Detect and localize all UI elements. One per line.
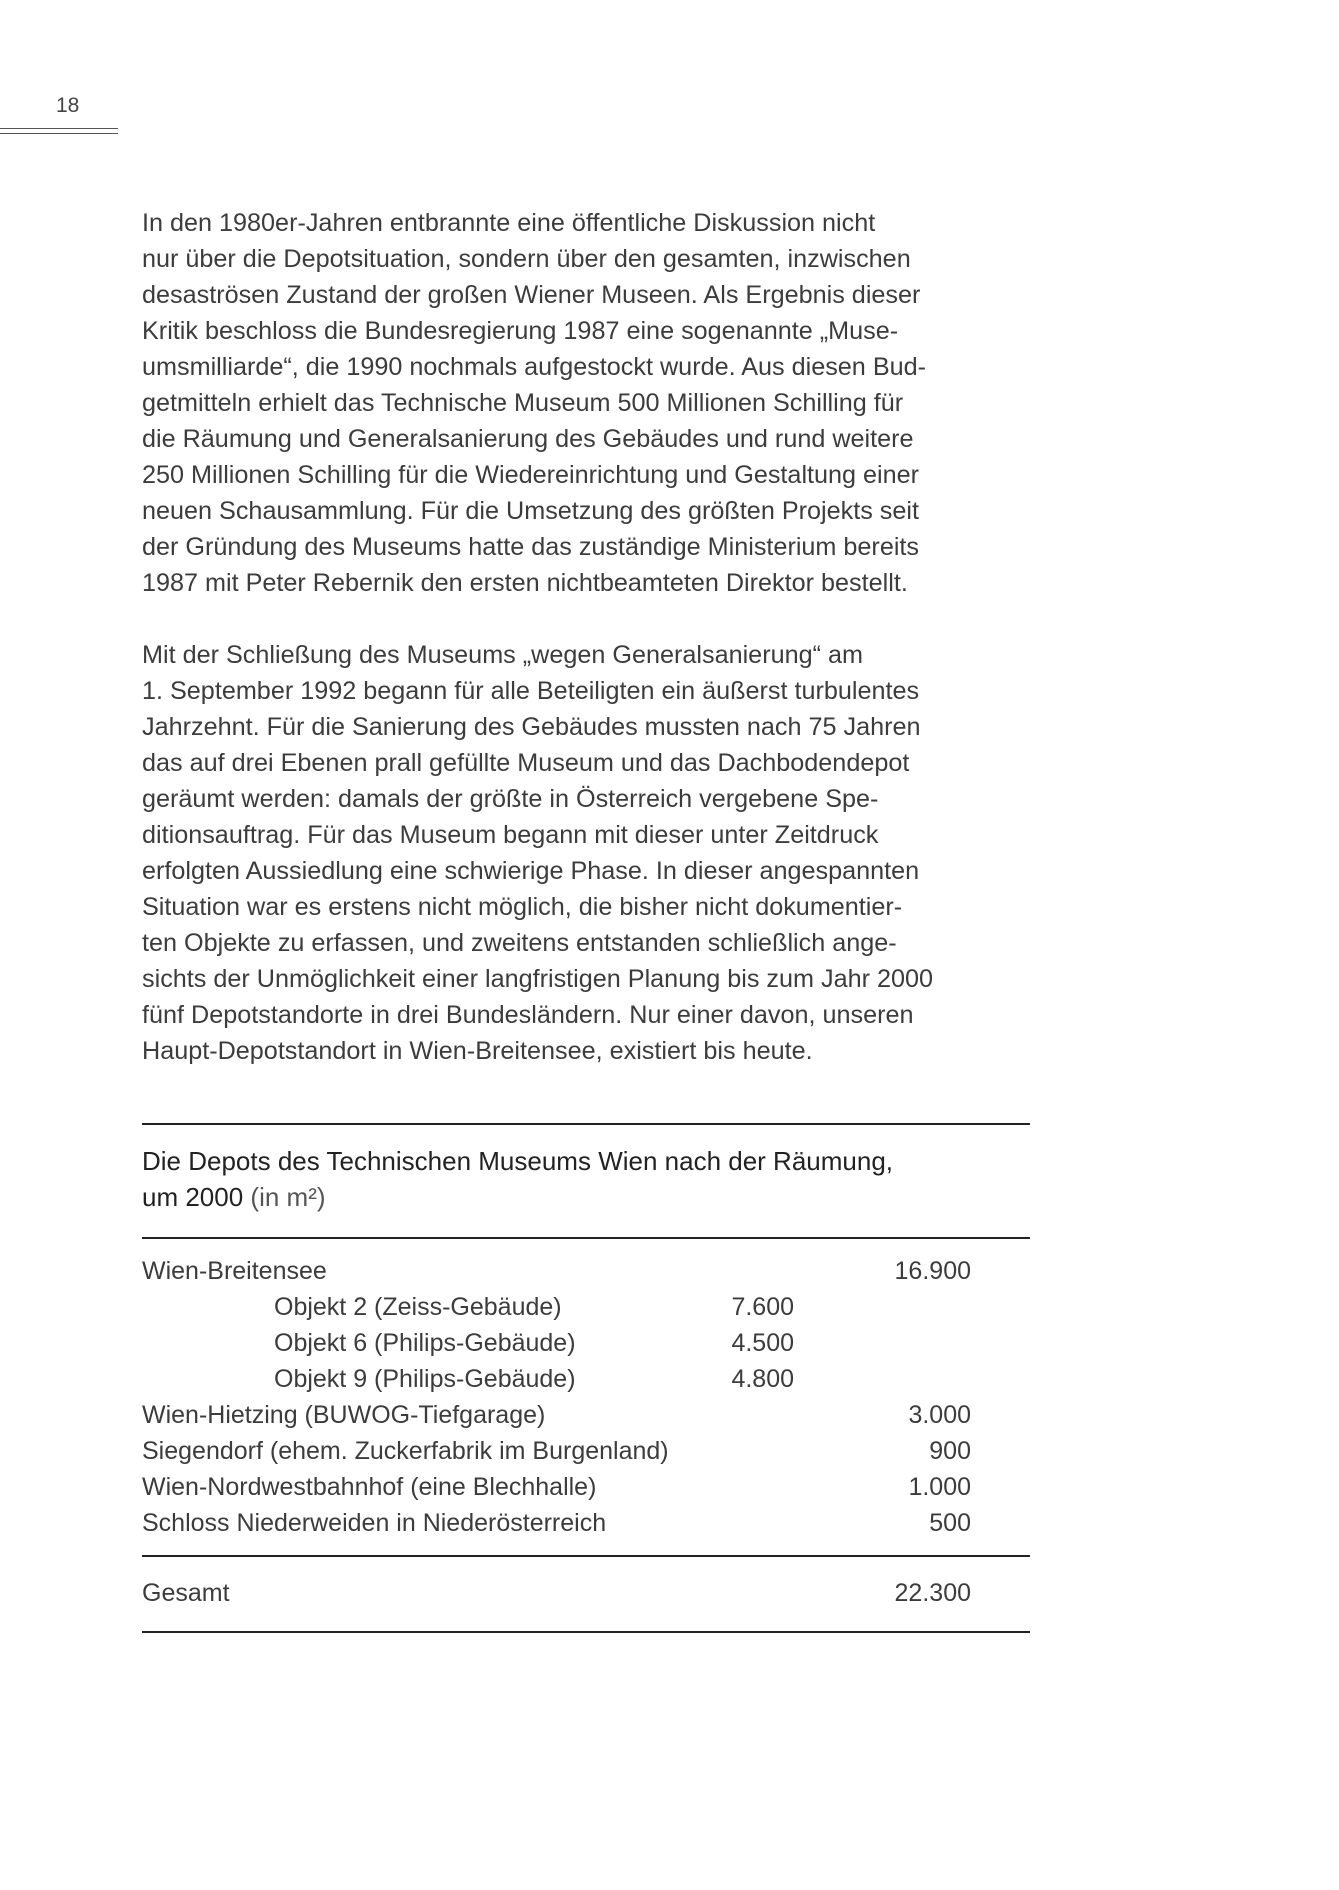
row-total: 16.900 [894,1257,971,1285]
text-line: Mit der Schließung des Museums „wegen Generalsanierung“ am [142,641,863,669]
table-row [142,1325,1030,1361]
text-line: die Räumung und Generalsanierung des Gebäudes und rund weitere [142,425,914,453]
text-line: neuen Schausammlung. Für die Umsetzung des größten Projekts seit [142,497,919,525]
text-line: geräumt werden: damals der größte in Österreich vergebene Spe- [142,785,879,813]
table-row [142,1397,1030,1433]
text-line: 1987 mit Peter Rebernik den ersten nichtbeamteten Direktor bestellt. [142,569,908,597]
text-line: 1. September 1992 begann für alle Beteiligten ein äußerst turbulentes [142,677,920,705]
text-line: Kritik beschloss die Bundesregierung 1987 eine sogenannte „Muse- [142,317,899,345]
row-total: 500 [929,1509,971,1537]
row-label: Schloss Niederweiden in Niederösterreich [142,1509,607,1537]
paragraph-2 [142,637,1042,1069]
row-label: Wien-Hietzing (BUWOG-Tiefgarage) [142,1401,546,1429]
text-line: Jahrzehnt. Für die Sanierung des Gebäudes mussten nach 75 Jahren [142,713,921,741]
table-row [142,1289,1030,1325]
text-line: getmitteln erhielt das Technische Museum 500 Millionen Schilling für [142,389,904,417]
sum-value: 22.300 [894,1579,971,1607]
table-rows [142,1239,1030,1555]
text-line: der Gründung des Museums hatte das zuständige Ministerium bereits [142,533,920,561]
text-line: In den 1980er-Jahren entbrannte eine öffentliche Diskussion nicht [142,209,876,237]
row-label: Objekt 6 (Philips-Gebäude) [274,1329,576,1357]
text-line: fünf Depotstandorte in drei Bundesländern. Nur einer davon, unseren [142,1001,914,1029]
row-subvalue: 7.600 [731,1293,794,1321]
depot-table [142,1123,1030,1633]
row-subvalue: 4.800 [731,1365,794,1393]
text-line: Haupt-Depotstandort in Wien-Breitensee, existiert bis heute. [142,1037,813,1065]
text-line: erfolgten Aussiedlung eine schwierige Phase. In dieser angespannten [142,857,920,885]
table-sum-row [142,1557,1030,1631]
table-row [142,1433,1030,1469]
row-label: Siegendorf (ehem. Zuckerfabrik im Burgenland) [142,1437,669,1465]
row-label: Wien-Nordwestbahnhof (eine Blechhalle) [142,1473,597,1501]
row-total: 1.000 [908,1473,971,1501]
sum-label: Gesamt [142,1579,230,1607]
text-line: umsmilliarde“, die 1990 nochmals aufgestockt wurde. Aus diesen Bud- [142,353,927,381]
table-unit: (in m²) [250,1182,326,1212]
table-row [142,1505,1030,1541]
text-line: ditionsauftrag. Für das Museum begann mit dieser unter Zeitdruck [142,821,879,849]
table-title [142,1125,1030,1237]
row-total: 900 [929,1437,971,1465]
table-bottom-rule [142,1631,1030,1633]
text-line: sichts der Unmöglichkeit einer langfristigen Planung bis zum Jahr 2000 [142,965,934,993]
table-row [142,1253,1030,1289]
row-label: Wien-Breitensee [142,1257,327,1285]
text-line: das auf drei Ebenen prall gefüllte Museum und das Dachbodendepot [142,749,910,777]
text-line: desaströsen Zustand der großen Wiener Museen. Als Ergebnis dieser [142,281,921,309]
table-row [142,1469,1030,1505]
row-label: Objekt 9 (Philips-Gebäude) [274,1365,576,1393]
table-row [142,1361,1030,1397]
text-line: ten Objekte zu erfassen, und zweitens entstanden schließlich ange- [142,929,897,957]
text-line: Situation war es erstens nicht möglich, die bisher nicht dokumentier- [142,893,903,921]
row-total: 3.000 [908,1401,971,1429]
table-title-line: Die Depots des Technischen Museums Wien nach der Räumung, [142,1146,894,1176]
text-line: 250 Millionen Schilling für die Wiedereinrichtung und Gestaltung einer [142,461,920,489]
row-subvalue: 4.500 [731,1329,794,1357]
row-label: Objekt 2 (Zeiss-Gebäude) [274,1293,562,1321]
header-rule [0,128,118,134]
table-title-line [142,1179,1030,1215]
paragraph-1 [142,205,1042,601]
text-line: nur über die Depotsituation, sondern über den gesamten, inzwischen [142,245,911,273]
page-number: 18 [56,94,80,117]
table-title-year: um 2000 [142,1182,244,1212]
body-text [142,205,1042,1069]
